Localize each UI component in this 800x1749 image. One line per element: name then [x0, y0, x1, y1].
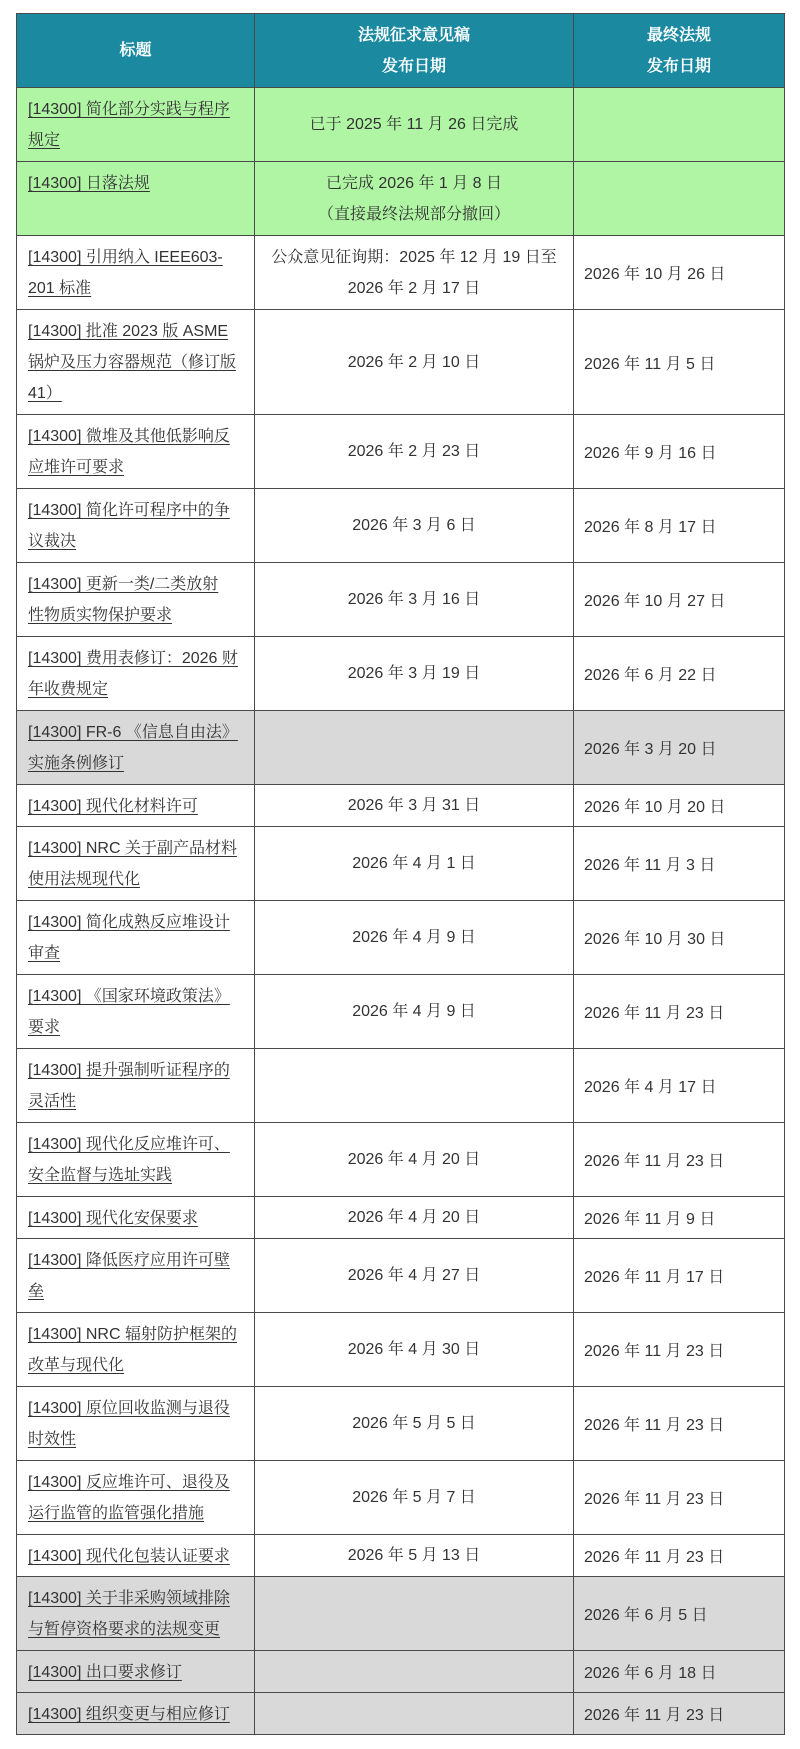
table-row — [17, 1049, 785, 1123]
title-line: [14300] 现代化包装认证要求 — [28, 1548, 230, 1565]
final-date-cell — [574, 88, 785, 162]
draft-date-line: 2026 年 5 月 13 日 — [347, 1547, 481, 1564]
title-line: [14300] 降低医疗应用许可壁 — [28, 1252, 230, 1269]
title-line: 运行监管的监管强化措施 — [28, 1505, 205, 1522]
title-cell — [17, 1535, 255, 1577]
title-cell — [17, 162, 255, 236]
final-date-cell: 2026 年 11 月 23 日 — [574, 1387, 785, 1461]
table-header — [17, 14, 785, 88]
title-line: 应堆许可要求 — [28, 459, 125, 476]
draft-date-line: 2026 年 4 月 30 日 — [347, 1341, 481, 1358]
draft-date-cell — [255, 310, 574, 415]
draft-date-line: 2026 年 3 月 19 日 — [347, 665, 481, 682]
final-date-cell: 2026 年 6 月 18 日 — [574, 1651, 785, 1693]
draft-date-cell — [255, 975, 574, 1049]
table-row — [17, 1577, 785, 1651]
title-line: 201 标准 — [28, 280, 92, 297]
header-draft-label-line: 法规征求意见稿 — [357, 26, 470, 44]
draft-date-line: 2026 年 4 月 9 日 — [352, 929, 476, 946]
rule-title-link[interactable] — [28, 1393, 250, 1455]
title-cell — [17, 901, 255, 975]
table-row — [17, 1461, 785, 1535]
rule-title-link[interactable] — [28, 1541, 250, 1572]
title-line: [14300] 出口要求修订 — [28, 1664, 182, 1681]
title-line: 与暂停资格要求的法规变更 — [28, 1621, 221, 1638]
table-row — [17, 162, 785, 236]
regulation-schedule-table — [16, 13, 785, 1735]
table-row — [17, 1651, 785, 1693]
rule-title-link[interactable] — [28, 168, 250, 199]
title-cell — [17, 1313, 255, 1387]
draft-date-line: 2026 年 3 月 16 日 — [347, 591, 481, 608]
draft-date-cell — [255, 1197, 574, 1239]
draft-date-cell — [255, 1577, 574, 1651]
rule-title-link[interactable] — [28, 791, 250, 822]
title-line: 要求 — [28, 1019, 61, 1036]
title-line: [14300] 反应堆许可、退役及 — [28, 1474, 230, 1491]
rule-title-link[interactable] — [28, 1055, 250, 1117]
title-line: [14300] 引用纳入 IEEE603- — [28, 249, 223, 266]
table-row — [17, 563, 785, 637]
rule-title-link[interactable] — [28, 1583, 250, 1645]
title-cell — [17, 1123, 255, 1197]
table-row — [17, 1197, 785, 1239]
draft-date-line: 2026 年 4 月 27 日 — [347, 1267, 481, 1284]
title-cell — [17, 310, 255, 415]
title-cell — [17, 785, 255, 827]
title-cell — [17, 1461, 255, 1535]
rule-title-link[interactable] — [28, 1245, 250, 1307]
draft-date-line: 2026 年 4 月 1 日 — [352, 855, 476, 872]
final-date-cell: 2026 年 11 月 23 日 — [574, 1123, 785, 1197]
title-line: 灵活性 — [28, 1093, 77, 1110]
rule-title-link[interactable] — [28, 981, 250, 1043]
draft-date-cell — [255, 1313, 574, 1387]
header-final-label-line: 发布日期 — [646, 57, 711, 75]
title-line: 议裁决 — [28, 533, 77, 550]
rule-title-link[interactable] — [28, 833, 250, 895]
draft-date-line: 已完成 2026 年 1 月 8 日 — [325, 174, 503, 192]
draft-date-line: 已于 2025 年 11 月 26 日完成 — [309, 116, 519, 133]
draft-date-cell — [255, 901, 574, 975]
final-date-cell — [574, 162, 785, 236]
draft-date-cell — [255, 1123, 574, 1197]
draft-date-line: 2026 年 5 月 5 日 — [352, 1415, 476, 1432]
title-line: [14300] FR-6 《信息自由法》 — [28, 724, 238, 741]
title-cell — [17, 975, 255, 1049]
final-date-cell: 2026 年 11 月 3 日 — [574, 827, 785, 901]
final-date-cell: 2026 年 10 月 30 日 — [574, 901, 785, 975]
title-line: 安全监督与选址实践 — [28, 1167, 173, 1184]
title-line: [14300] 批准 2023 版 ASME — [28, 323, 229, 340]
title-cell — [17, 637, 255, 711]
title-line: [14300] 更新一类/二类放射 — [28, 576, 219, 593]
rule-title-link[interactable] — [28, 1203, 250, 1234]
title-line: [14300] NRC 辐射防护框架的 — [28, 1326, 237, 1343]
table-row — [17, 310, 785, 415]
title-line: [14300] 微堆及其他低影响反 — [28, 428, 230, 445]
final-date-cell: 2026 年 11 月 9 日 — [574, 1197, 785, 1239]
draft-date-line: 2026 年 2 月 17 日 — [347, 279, 481, 297]
title-line: [14300] 简化成熟反应堆设计 — [28, 914, 230, 931]
title-line: 实施条例修订 — [28, 755, 125, 772]
table-row — [17, 236, 785, 310]
title-cell — [17, 1049, 255, 1123]
title-line: 规定 — [28, 132, 61, 149]
draft-date-cell — [255, 1535, 574, 1577]
rule-title-link[interactable] — [28, 1657, 250, 1688]
draft-date-cell — [255, 637, 574, 711]
title-cell — [17, 827, 255, 901]
title-cell — [17, 1693, 255, 1735]
draft-date-cell — [255, 236, 574, 310]
title-line: [14300] NRC 关于副产品材料 — [28, 840, 237, 857]
title-line: [14300] 关于非采购领域排除 — [28, 1590, 230, 1607]
rule-title-link[interactable] — [28, 316, 250, 409]
header-title-label: 标题 — [119, 42, 152, 59]
title-line: 时效性 — [28, 1431, 77, 1448]
header-final-label-line: 最终法规 — [646, 26, 711, 44]
draft-date-line: 2026 年 4 月 20 日 — [347, 1151, 481, 1168]
title-line: [14300] 提升强制听证程序的 — [28, 1062, 230, 1079]
header-final-date — [574, 14, 785, 88]
table-body — [17, 88, 785, 1735]
table-row — [17, 901, 785, 975]
draft-date-line: 2026 年 5 月 7 日 — [352, 1489, 476, 1506]
table-row — [17, 975, 785, 1049]
title-cell — [17, 1651, 255, 1693]
header-draft-date — [255, 14, 574, 88]
final-date-cell: 2026 年 8 月 17 日 — [574, 489, 785, 563]
final-date-cell: 2026 年 11 月 23 日 — [574, 1461, 785, 1535]
title-cell — [17, 415, 255, 489]
title-line: [14300] 《国家环境政策法》 — [28, 988, 230, 1005]
rule-title-link[interactable] — [28, 495, 250, 557]
title-cell — [17, 711, 255, 785]
header-title — [17, 14, 255, 88]
draft-date-line: 2026 年 2 月 10 日 — [347, 353, 481, 371]
draft-date-cell — [255, 88, 574, 162]
title-cell — [17, 1197, 255, 1239]
final-date-cell: 2026 年 11 月 23 日 — [574, 1313, 785, 1387]
final-date-cell: 2026 年 10 月 20 日 — [574, 785, 785, 827]
table-row — [17, 1313, 785, 1387]
title-line: [14300] 日落法规 — [28, 175, 150, 192]
final-date-cell: 2026 年 10 月 26 日 — [574, 236, 785, 310]
header-draft-label-line: 发布日期 — [381, 57, 446, 75]
rule-title-link[interactable] — [28, 907, 250, 969]
title-line: 改革与现代化 — [28, 1357, 125, 1374]
draft-date-cell — [255, 1049, 574, 1123]
title-cell — [17, 563, 255, 637]
rule-title-link[interactable] — [28, 1467, 250, 1529]
rule-title-link[interactable] — [28, 569, 250, 631]
table-row — [17, 1123, 785, 1197]
final-date-cell: 2026 年 3 月 20 日 — [574, 711, 785, 785]
draft-date-cell — [255, 563, 574, 637]
rule-title-link[interactable] — [28, 94, 250, 156]
table-row — [17, 827, 785, 901]
rule-title-link[interactable] — [28, 1319, 250, 1381]
title-line: [14300] 现代化材料许可 — [28, 798, 198, 815]
final-date-cell: 2026 年 11 月 23 日 — [574, 1535, 785, 1577]
title-line: [14300] 费用表修订：2026 财 — [28, 650, 238, 667]
draft-date-cell — [255, 1693, 574, 1735]
header-row — [17, 14, 785, 88]
draft-date-cell — [255, 711, 574, 785]
title-line: [14300] 现代化反应堆许可、 — [28, 1136, 230, 1153]
regulation-schedule-table-container — [16, 13, 784, 1735]
draft-date-cell — [255, 1387, 574, 1461]
title-cell — [17, 88, 255, 162]
draft-date-line: 2026 年 3 月 6 日 — [352, 517, 476, 534]
final-date-cell: 2026 年 10 月 27 日 — [574, 563, 785, 637]
table-row — [17, 489, 785, 563]
draft-date-cell — [255, 162, 574, 236]
draft-date-cell — [255, 1651, 574, 1693]
table-row — [17, 1387, 785, 1461]
table-row — [17, 1693, 785, 1735]
table-row — [17, 1535, 785, 1577]
rule-title-link[interactable] — [28, 717, 250, 779]
draft-date-line: 2026 年 4 月 9 日 — [352, 1003, 476, 1020]
draft-date-cell — [255, 1239, 574, 1313]
title-cell — [17, 1387, 255, 1461]
final-date-cell: 2026 年 9 月 16 日 — [574, 415, 785, 489]
title-line: [14300] 组织变更与相应修订 — [28, 1706, 230, 1723]
draft-date-line: 2026 年 2 月 23 日 — [347, 443, 481, 460]
draft-date-cell — [255, 415, 574, 489]
title-line: [14300] 简化部分实践与程序 — [28, 101, 230, 118]
title-line: 41） — [28, 385, 62, 402]
final-date-cell: 2026 年 6 月 22 日 — [574, 637, 785, 711]
title-cell — [17, 236, 255, 310]
draft-date-cell — [255, 1461, 574, 1535]
title-cell — [17, 1239, 255, 1313]
draft-date-line: （直接最终法规部分撤回） — [317, 205, 510, 223]
title-line: 审查 — [28, 945, 61, 962]
table-row — [17, 1239, 785, 1313]
title-line: 使用法规现代化 — [28, 871, 141, 888]
final-date-cell: 2026 年 11 月 23 日 — [574, 1693, 785, 1735]
rule-title-link[interactable] — [28, 1129, 250, 1191]
title-line: [14300] 原位回收监测与退役 — [28, 1400, 230, 1417]
final-date-cell: 2026 年 11 月 23 日 — [574, 975, 785, 1049]
title-line: 性物质实物保护要求 — [28, 607, 173, 624]
title-line: 垒 — [28, 1283, 45, 1300]
table-row — [17, 785, 785, 827]
draft-date-cell — [255, 785, 574, 827]
title-line: 锅炉及压力容器规范（修订版 — [28, 354, 237, 371]
rule-title-link[interactable] — [28, 421, 250, 483]
title-line: [14300] 简化许可程序中的争 — [28, 502, 230, 519]
rule-title-link[interactable] — [28, 643, 250, 705]
title-cell — [17, 489, 255, 563]
table-row — [17, 711, 785, 785]
rule-title-link[interactable] — [28, 1699, 250, 1730]
table-row — [17, 415, 785, 489]
final-date-cell: 2026 年 6 月 5 日 — [574, 1577, 785, 1651]
title-line: [14300] 现代化安保要求 — [28, 1210, 198, 1227]
final-date-cell: 2026 年 4 月 17 日 — [574, 1049, 785, 1123]
draft-date-line: 2026 年 4 月 20 日 — [347, 1209, 481, 1226]
final-date-cell: 2026 年 11 月 5 日 — [574, 310, 785, 415]
table-row — [17, 637, 785, 711]
final-date-cell: 2026 年 11 月 17 日 — [574, 1239, 785, 1313]
draft-date-cell — [255, 827, 574, 901]
draft-date-line: 2026 年 3 月 31 日 — [347, 797, 481, 814]
draft-date-cell — [255, 489, 574, 563]
rule-title-link[interactable] — [28, 242, 250, 304]
title-cell — [17, 1577, 255, 1651]
table-row — [17, 88, 785, 162]
draft-date-line: 公众意见征询期：2025 年 12 月 19 日至 — [271, 248, 557, 266]
title-line: 年收费规定 — [28, 681, 109, 698]
